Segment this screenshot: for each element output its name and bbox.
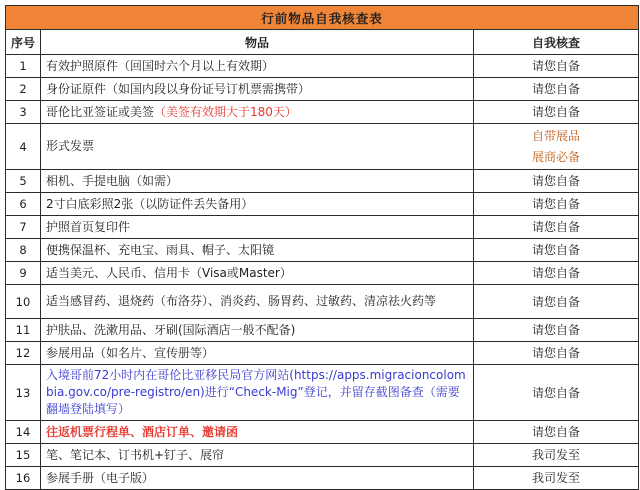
row-number-cell: 14: [6, 421, 41, 444]
item-cell: [41, 101, 474, 124]
item-text: 哥伦比亚签证或美签: [46, 104, 155, 119]
check-status-text: 我司发至: [532, 471, 581, 485]
check-status-text: 请您自备: [532, 425, 581, 439]
check-status-text: 请您自备: [532, 197, 581, 211]
check-status-cell: [474, 78, 639, 101]
row-number-cell: 10: [6, 285, 41, 319]
item-text: 参展用品（如名片、宣传册等）: [46, 345, 215, 360]
check-status-text: 自带展品: [532, 129, 581, 143]
item-text: 护照首页复印件: [46, 219, 131, 234]
check-status-cell: [474, 55, 639, 78]
table-row: [6, 319, 639, 342]
row-number-cell: 1: [6, 55, 41, 78]
check-status-cell: [474, 285, 639, 319]
check-status-text: 请您自备: [532, 59, 581, 73]
item-cell: [41, 239, 474, 262]
table-title-row: [6, 6, 639, 30]
check-status-cell: [474, 421, 639, 444]
table-row: [6, 170, 639, 193]
table-row: [6, 285, 639, 319]
item-cell: [41, 216, 474, 239]
table-row: [6, 262, 639, 285]
check-status-cell: [474, 365, 639, 421]
table-row: [6, 124, 639, 170]
item-text: 入境哥前72小时内在哥伦比亚移民局官方网站(https://apps.migracioncolombia.gov.co/pre-registro/en)进行“Check-Mig”登记，并留存截图备查（需要翻墙登陆填写）: [46, 368, 466, 416]
check-status-cell: [474, 170, 639, 193]
item-cell: [41, 193, 474, 216]
check-status-cell: [474, 193, 639, 216]
check-status-cell: [474, 101, 639, 124]
item-text: 2寸白底彩照2张（以防证件丢失备用）: [46, 196, 254, 211]
item-text: 相机、手提电脑（如需）: [46, 173, 179, 188]
table-row: [6, 421, 639, 444]
table-row: [6, 365, 639, 421]
item-text: 护肤品、洗漱用品、牙刷(国际酒店一般不配备): [46, 322, 296, 337]
table-body: [6, 55, 639, 490]
table-row: [6, 444, 639, 467]
check-status-text: 请您自备: [532, 105, 581, 119]
check-status-cell: [474, 124, 639, 170]
item-cell: [41, 262, 474, 285]
row-number-cell: 5: [6, 170, 41, 193]
item-cell: [41, 421, 474, 444]
item-text: 适当感冒药、退烧药（布洛芬）、消炎药、肠胃药、过敏药、清凉祛火药等: [46, 294, 437, 308]
row-number-cell: 8: [6, 239, 41, 262]
table-row: [6, 467, 639, 490]
item-text: 便携保温杯、充电宝、雨具、帽子、太阳镜: [46, 242, 275, 257]
item-cell: [41, 78, 474, 101]
check-status-text: 请您自备: [532, 266, 581, 280]
table-row: [6, 78, 639, 101]
table-title: 行前物品自我核查表: [6, 6, 639, 30]
row-number-cell: 7: [6, 216, 41, 239]
check-status-cell: [474, 467, 639, 490]
item-text: 身份证原件（如国内段以身份证号订机票需携带）: [46, 81, 311, 96]
column-header-item: 物品: [41, 30, 474, 55]
row-number-cell: 13: [6, 365, 41, 421]
table-header-row: [6, 30, 639, 55]
item-text: （美签有效期大于180天）: [154, 104, 297, 119]
row-number-cell: 12: [6, 342, 41, 365]
table-row: [6, 193, 639, 216]
item-text: 适当美元、人民币、信用卡（Visa或Master）: [46, 265, 292, 280]
row-number-cell: 2: [6, 78, 41, 101]
check-status-cell: [474, 444, 639, 467]
table-row: [6, 101, 639, 124]
table-row: [6, 55, 639, 78]
table-row: [6, 342, 639, 365]
item-cell: [41, 55, 474, 78]
check-status-text: 请您自备: [532, 220, 581, 234]
check-status-text: 请您自备: [532, 323, 581, 337]
row-number-cell: 3: [6, 101, 41, 124]
item-cell: [41, 444, 474, 467]
column-header-no: 序号: [6, 30, 41, 55]
item-text: 笔、笔记本、订书机+钉子、展帘: [46, 447, 225, 462]
check-status-text: 请您自备: [532, 174, 581, 188]
check-status-cell: [474, 239, 639, 262]
item-cell: [41, 124, 474, 170]
check-status-text: 我司发至: [532, 448, 581, 462]
column-header-check: 自我核查: [474, 30, 639, 55]
row-number-cell: 15: [6, 444, 41, 467]
item-text: 有效护照原件（回国时六个月以上有效期）: [46, 58, 275, 73]
check-status-text: 请您自备: [532, 243, 581, 257]
check-status-text: 请您自备: [532, 346, 581, 360]
item-cell: [41, 467, 474, 490]
row-number-cell: 11: [6, 319, 41, 342]
row-number-cell: 4: [6, 124, 41, 170]
item-text: 形式发票: [46, 139, 95, 153]
check-status-text: 展商必备: [532, 150, 581, 164]
check-status-cell: [474, 262, 639, 285]
pretrip-checklist-table: [5, 5, 639, 490]
check-status-text: 请您自备: [532, 82, 581, 96]
check-status-text: 请您自备: [532, 294, 581, 309]
check-status-cell: [474, 216, 639, 239]
item-cell: [41, 285, 474, 319]
item-text: 参展手册（电子版）: [46, 470, 155, 485]
item-cell: [41, 319, 474, 342]
table-row: [6, 239, 639, 262]
item-cell: [41, 342, 474, 365]
check-status-cell: [474, 319, 639, 342]
item-cell: [41, 170, 474, 193]
item-text: 往返机票行程单、酒店订单、邀请函: [46, 424, 239, 439]
item-cell: [41, 365, 474, 421]
row-number-cell: 9: [6, 262, 41, 285]
row-number-cell: 6: [6, 193, 41, 216]
row-number-cell: 16: [6, 467, 41, 490]
table-row: [6, 216, 639, 239]
check-status-cell: [474, 342, 639, 365]
check-status-text: 请您自备: [532, 385, 581, 400]
